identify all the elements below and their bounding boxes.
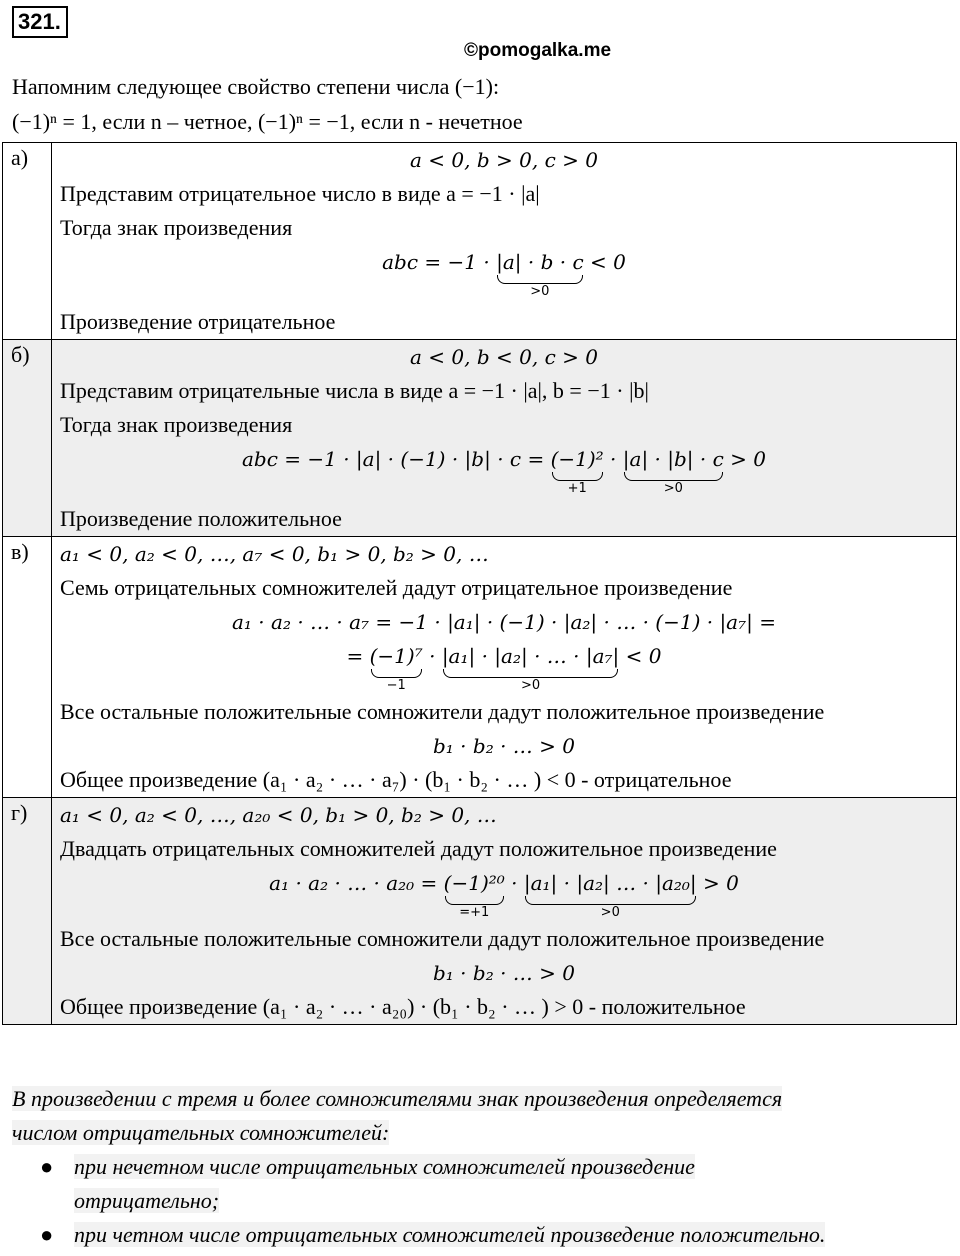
brace-note: −1 [386,678,406,693]
formula: a₁ · a₂ · … · a₇ = −1 · |a₁| · (−1) · |a₂| · … · (−1) · |a₇| = [232,610,776,634]
formula-part: |a₁| · |a₂| · … · |a₇| [441,644,620,668]
part-a-row [3,143,957,340]
watermark: ©pomogalka.me [464,40,612,61]
conclusion: Общее произведение (a₁ · a₂ · … · a₇) · (b₁ · b₂ · … ) < 0 - отрицательное [60,767,732,792]
solution-table [2,142,957,1025]
part-label: в) [3,537,52,798]
exercise-number: 321. [12,6,68,38]
formula-part: abc = −1 · [382,250,497,274]
formula-part: |a| · |b| · c [622,447,724,471]
formula-part: > 0 [696,871,739,895]
bullet-icon: ● [40,1154,54,1179]
part-g-row [3,798,957,1025]
brace-line [552,472,603,481]
brace-note: >0 [520,678,541,693]
intro-line-1: Напомним следующее свойство степени числа (−1): [12,74,500,99]
list-item [12,1150,942,1218]
brace-line [497,275,583,284]
brace-line [525,896,696,905]
formula-part: > 0 [723,447,767,471]
underbrace [623,442,724,496]
explanation: Все остальные положительные сомножители дадут положительное произведение [60,926,825,951]
formula-part: |a| · b · c [496,250,584,274]
list-item [12,1218,942,1252]
part-body [52,143,957,340]
brace-line [624,472,723,481]
bullet-icon: ● [40,1222,54,1247]
part-label: а) [3,143,52,340]
part-body [52,537,957,798]
formula-part: a₁ · a₂ · … · a₂₀ = [269,871,444,895]
formula: b₁ · b₂ · … > 0 [433,734,575,758]
underbrace [524,866,697,920]
summary [12,1082,942,1252]
brace-note: +1 [567,481,587,496]
intro-line-2: (−1)ⁿ = 1, если n – четное, (−1)ⁿ = −1, если n - нечетное [12,109,523,134]
bullet-text: при нечетном числе отрицательных сомножителей произведение [74,1154,695,1179]
formula-part: · [422,644,442,668]
explanation: Все остальные положительные сомножители дадут положительное произведение [60,699,825,724]
explanation: Семь отрицательных сомножителей дадут отрицательное произведение [60,575,733,600]
brace-note: >0 [600,905,620,920]
condition: a₁ < 0, a₂ < 0, …, a₇ < 0, b₁ > 0, b₂ > 0, … [60,542,489,566]
brace-note: =+1 [459,905,490,920]
formula-part: abc = −1 · |a| · (−1) · |b| · c = [241,447,551,471]
brace-line [371,669,422,678]
summary-line: числом отрицательных сомножителей: [12,1120,390,1145]
formula-part: < 0 [583,250,626,274]
formula-part: (−1)⁷ [369,644,423,668]
formula-part: · [603,447,623,471]
formula-part: < 0 [619,644,662,668]
bullet-text: отрицательно; [74,1188,220,1213]
brace-note: >0 [663,481,683,496]
summary-line: В произведении с тремя и более сомножителями знак произведения определяется [12,1086,783,1111]
formula [60,866,948,922]
brace-line [443,669,618,678]
formula-part: (−1)² [550,447,604,471]
brace-line [445,896,504,905]
underbrace [370,639,423,693]
explanation: Тогда знак произведения [60,215,293,240]
explanation: Представим отрицательные числа в виде a = −1 · |a|, b = −1 · |b| [60,378,649,403]
brace-note: >0 [530,284,550,299]
part-label: б) [3,340,52,537]
bullet-text: при четном числе отрицательных сомножителей произведение положительно. [74,1222,826,1247]
condition: a < 0, b < 0, c > 0 [410,345,598,369]
condition: a₁ < 0, a₂ < 0, …, a₂₀ < 0, b₁ > 0, b₂ > 0, … [60,803,497,827]
underbrace [551,442,604,496]
explanation: Двадцать отрицательных сомножителей дадут положительное произведение [60,836,777,861]
formula [60,442,948,502]
formula-part: (−1)²⁰ [443,871,505,895]
condition: a < 0, b > 0, c > 0 [410,148,598,172]
formula-part: |a₁| · |a₂| … · |a₂₀| [523,871,697,895]
explanation: Представим отрицательное число в виде a = −1 · |a| [60,181,540,206]
part-v-row [3,537,957,798]
formula [60,639,948,695]
formula [60,245,948,305]
part-b-row [3,340,957,537]
conclusion: Произведение отрицательное [60,309,336,334]
formula-part: = [346,644,370,668]
conclusion: Общее произведение (a₁ · a₂ · … · a₂₀) · (b₁ · b₂ · … ) > 0 - положительное [60,994,746,1019]
conclusion: Произведение положительное [60,506,342,531]
formula-part: · [504,871,524,895]
explanation: Тогда знак произведения [60,412,293,437]
underbrace [444,866,505,920]
formula: b₁ · b₂ · … > 0 [433,961,575,985]
underbrace [442,639,619,693]
part-body [52,798,957,1025]
underbrace [496,245,584,299]
part-body [52,340,957,537]
part-label: г) [3,798,52,1025]
